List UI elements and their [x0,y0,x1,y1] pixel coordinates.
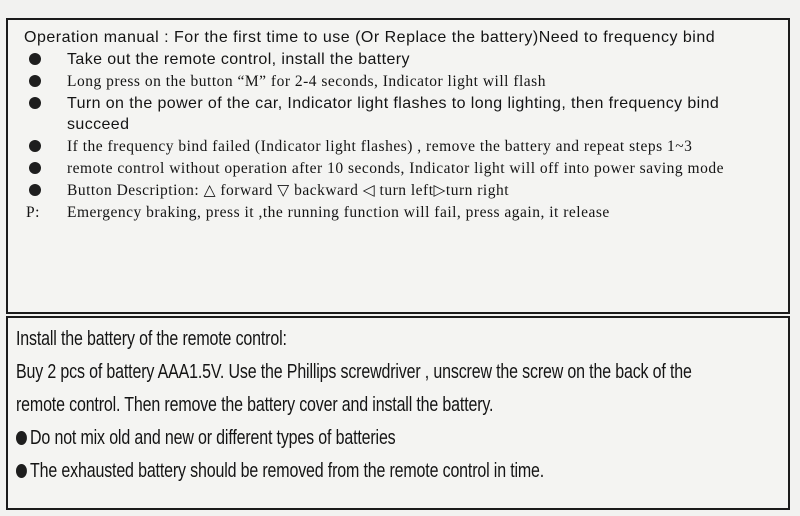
step-item [24,71,774,92]
operation-manual-panel [6,18,790,314]
step-text: Long press on the button “M” for 2-4 seconds, Indicator light will flash [67,73,546,90]
step-item [24,93,774,135]
battery-install-line-1: Buy 2 pcs of battery AAA1.5V. Use the Phillips screwdriver , unscrew the screw on the back of the [16,360,692,383]
emergency-braking-text: Emergency braking, press it ,the running function will fail, press again, it release [67,204,610,221]
battery-warning-1-text: Do not mix old and new or different types of batteries [30,426,396,449]
battery-install-line-2: remote control. Then remove the battery cover and install the battery. [16,393,494,416]
bullet-dot-icon [16,431,27,445]
button-description-item [24,180,774,201]
battery-warning-2-text: The exhausted battery should be removed from the remote control in time. [30,459,545,482]
operation-steps-list [24,49,774,223]
step-item [24,158,774,179]
step-item [24,136,774,157]
step-item [24,49,774,70]
battery-install-title: Install the battery of the remote control: [16,327,287,350]
step-text: Take out the remote control, install the battery [67,51,410,68]
bullet-dot-icon [29,162,41,174]
operation-manual-heading: Operation manual : For the first time to use (Or Replace the battery)Need to frequency bind [24,29,716,46]
button-description-text: Button Description: △ forward ▽ backward ◁ turn left▷turn right [67,182,510,199]
bullet-dot-icon [29,140,41,152]
p-button-label: P: [26,204,40,221]
step-text: If the frequency bind failed (Indicator light flashes) , remove the battery and repeat steps 1~3 [67,138,693,155]
emergency-braking-item [24,202,774,223]
bullet-dot-icon [29,97,41,109]
bullet-dot-icon [29,184,41,196]
bullet-dot-icon [29,75,41,87]
battery-install-panel [6,316,790,510]
battery-warning-2 [16,454,788,487]
battery-warning-1 [16,421,788,454]
bullet-dot-icon [29,53,41,65]
step-text: Turn on the power of the car, Indicator light flashes to long lighting, then frequency bind succeed [67,95,720,133]
bullet-dot-icon [16,464,27,478]
step-text: remote control without operation after 10 seconds, Indicator light will off into power saving mode [67,160,724,177]
